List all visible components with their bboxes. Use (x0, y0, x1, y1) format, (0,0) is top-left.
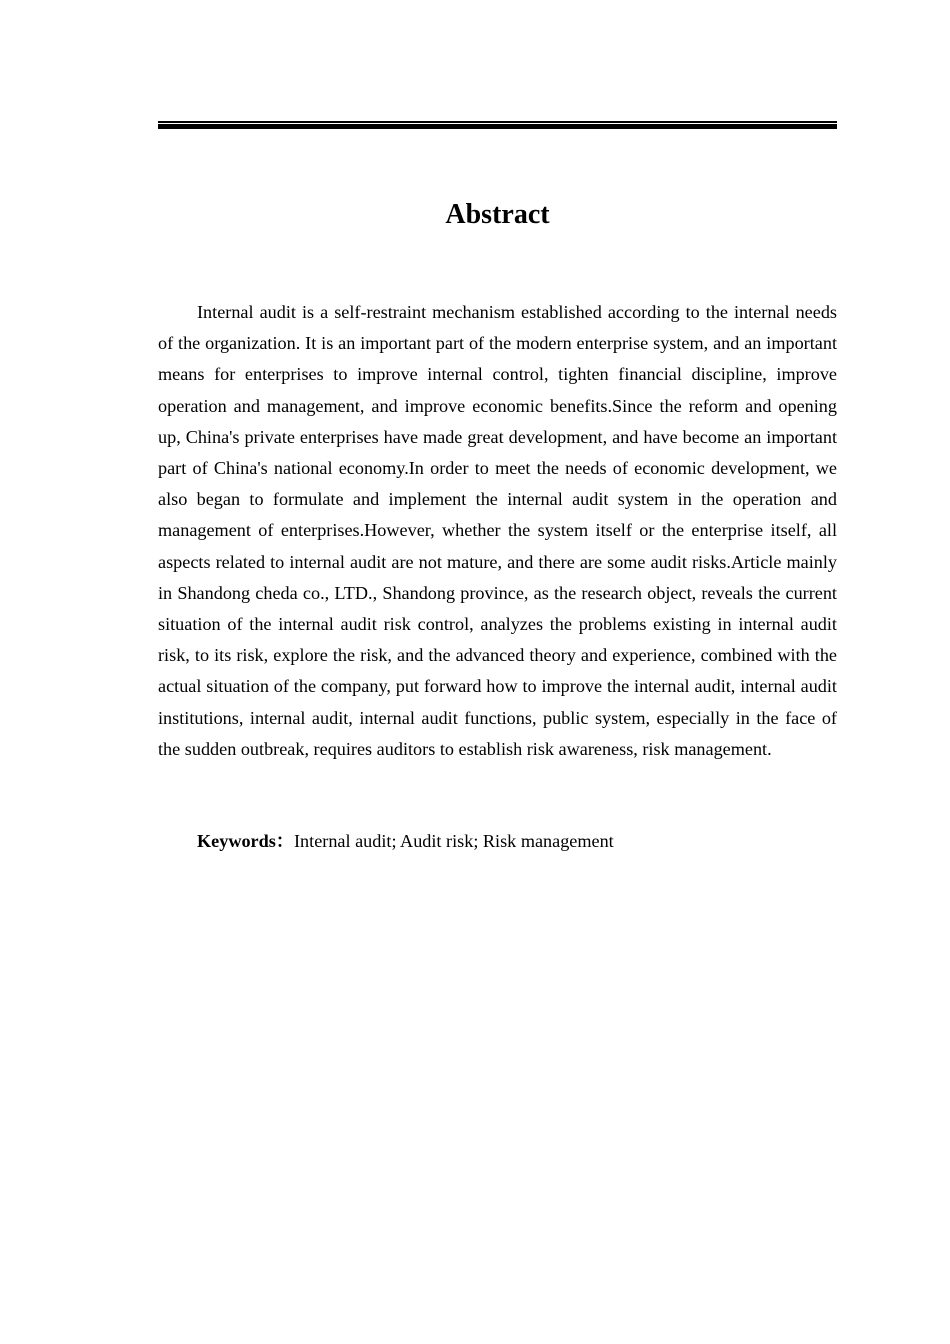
keywords-line (197, 826, 837, 857)
abstract-paragraph: Internal audit is a self-restraint mechanism established according to the internal needs of the organization. It is an important part of the modern enterprise system, and an important means for enterprises to improve internal control, tighten financial discipline, improve operation and management, and improve economic benefits.Since the reform and opening up, China's private enterprises have made great development, and have become an important part of China's national economy.In order to meet the needs of economic development, we also began to formulate and implement the internal audit system in the operation and management of enterprises.However, whether the system itself or the enterprise itself, all aspects related to internal audit are not mature, and there are some audit risks.Article mainly in Shandong cheda co., LTD., Shandong province, as the research object, reveals the current situation of the internal audit risk control, analyzes the problems existing in internal audit risk, to its risk, explore the risk, and the advanced theory and experience, combined with the actual situation of the company, put forward how to improve the internal audit, internal audit institutions, internal audit, internal audit functions, public system, especially in the face of the sudden outbreak, requires auditors to establish risk awareness, risk management. (158, 302, 837, 759)
header-double-rule (158, 121, 837, 129)
keywords-value: Internal audit; Audit risk; Risk management (294, 831, 614, 851)
page-title: Abstract (445, 199, 550, 230)
header-rule-thin-line (158, 121, 837, 123)
keywords-label: Keywords： (197, 831, 294, 851)
header-rule-thick-line (158, 124, 837, 129)
